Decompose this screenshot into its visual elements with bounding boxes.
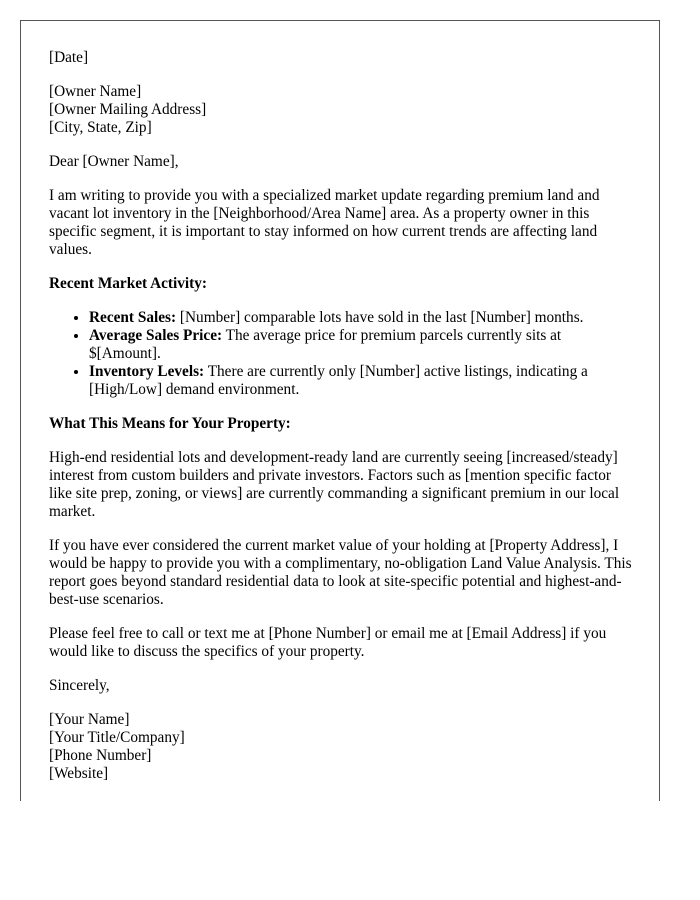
signature-name: [Your Name] (49, 711, 130, 728)
recipient-address-block (49, 83, 632, 137)
list-item-text: There are currently only [Number] active listings, indicating a [High/Low] demand environment. (89, 363, 588, 398)
market-activity-heading: Recent Market Activity: (49, 275, 208, 292)
list-item-label: Average Sales Price: (89, 327, 223, 344)
letter-date: [Date] (49, 49, 89, 66)
list-item-label: Inventory Levels: (89, 363, 205, 380)
signature-title: [Your Title/Company] (49, 729, 185, 746)
signature-block (49, 711, 632, 783)
list-item-text: [Number] comparable lots have sold in the last [Number] months. (176, 309, 584, 326)
list-item-text: The average price for premium parcels currently sits at $[Amount]. (89, 327, 562, 362)
market-activity-list (49, 309, 632, 399)
list-item (89, 309, 632, 327)
signature-phone: [Phone Number] (49, 747, 152, 764)
meaning-paragraph: High-end residential lots and development-ready land are currently seeing [increased/steady] interest from custom builders and private investors. Factors such as [mention specific factor like site prep, zoning, or views] are currently commanding a significant premium in our local market. (49, 449, 620, 520)
list-item (89, 363, 632, 399)
list-item (89, 327, 632, 363)
contact-paragraph: Please feel free to call or text me at [Phone Number] or email me at [Email Address] if you would like to discuss the specifics of your property. (49, 625, 607, 660)
offer-paragraph: If you have ever considered the current market value of your holding at [Property Address], I would be happy to provide you with a complimentary, no-obligation Land Value Analysis. This report goes beyond standard residential data to look at site-specific potential and highest-and-best-use scenarios. (49, 537, 632, 608)
letter-page (20, 20, 660, 801)
recipient-name: [Owner Name] (49, 83, 142, 100)
intro-paragraph: I am writing to provide you with a specialized market update regarding premium land and vacant lot inventory in the [Neighborhood/Area Name] area. As a property owner in this specific segment, it is important to stay informed on how current trends are affecting land values. (49, 187, 600, 258)
recipient-mailing-address: [Owner Mailing Address] (49, 101, 207, 118)
meaning-heading: What This Means for Your Property: (49, 415, 291, 432)
list-item-label: Recent Sales: (89, 309, 177, 326)
salutation: Dear [Owner Name], (49, 153, 179, 170)
recipient-city-state-zip: [City, State, Zip] (49, 119, 152, 136)
closing: Sincerely, (49, 677, 110, 694)
signature-website: [Website] (49, 765, 109, 782)
